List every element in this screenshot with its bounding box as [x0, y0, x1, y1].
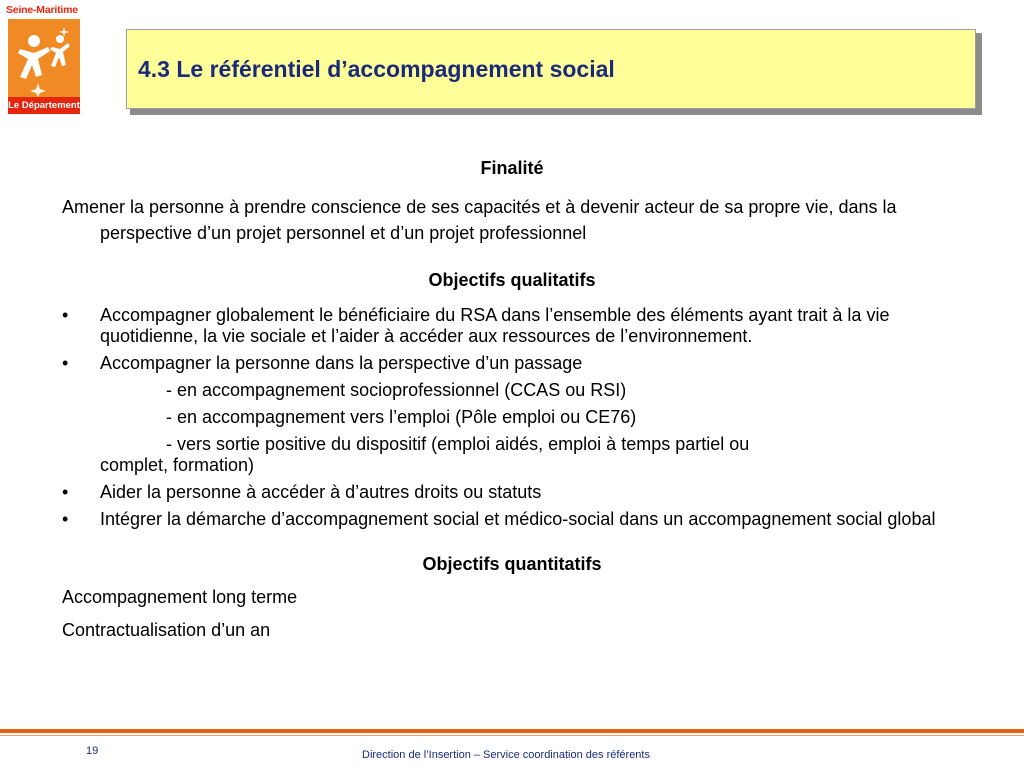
footer-divider: [0, 729, 1024, 733]
sub-item: - en accompagnement vers l’emploi (Pôle emploi ou CE76): [166, 407, 637, 427]
list-item: [62, 482, 962, 503]
quantitatifs-line: Accompagnement long terme: [62, 587, 298, 607]
finalite-heading: Finalité: [480, 158, 544, 178]
sub-item: - vers sortie positive du dispositif (emploi aidés, emploi à temps partiel ou: [166, 434, 750, 454]
slide-content: [62, 158, 962, 641]
logo-top-text: Seine-Maritime: [6, 4, 78, 16]
footer-divider-thin: [0, 735, 1024, 736]
slide-title: 4.3 Le référentiel d’accompagnement social: [138, 55, 615, 82]
bullet-icon: •: [62, 305, 69, 325]
logo-bottom-text: Le Département: [8, 97, 80, 114]
bullet-text: Accompagner globalement le bénéficiaire du RSA dans l’ensemble des éléments ayant trait à la vie quotidienne, la vie sociale et l’aider à accéder aux ressources de l’environnement.: [100, 305, 890, 346]
list-item: [62, 353, 962, 374]
seine-maritime-logo: [6, 4, 82, 112]
bullet-icon: •: [62, 509, 69, 529]
quantitatifs-line: Contractualisation d’un an: [62, 620, 271, 640]
logo-figures-icon: [8, 19, 80, 97]
title-banner: [126, 29, 976, 109]
sub-item-continuation: complet, formation): [100, 455, 255, 475]
list-item: [62, 509, 962, 530]
bullet-text: Aider la personne à accéder à d’autres droits ou statuts: [100, 482, 542, 502]
quantitatifs-heading: Objectifs quantitatifs: [422, 554, 602, 574]
bullet-text: Intégrer la démarche d’accompagnement social et médico-social dans un accompagnement social global: [100, 509, 936, 529]
qualitatifs-list: [62, 305, 962, 530]
footer-text: Direction de l’Insertion – Service coordination des référents: [362, 749, 650, 761]
sub-item: - en accompagnement socioprofessionnel (CCAS ou RSI): [166, 380, 627, 400]
page-number: 19: [86, 745, 99, 757]
bullet-icon: •: [62, 482, 69, 502]
list-item: [62, 305, 962, 347]
bullet-text: Accompagner la personne dans la perspective d’un passage: [100, 353, 583, 373]
logo-figures-svg: [8, 19, 80, 97]
finalite-text: Amener la personne à prendre conscience de ses capacités et à devenir acteur de sa propre vie, dans la perspective d’un projet personnel et d’un projet professionnel: [62, 197, 897, 243]
qualitatifs-heading: Objectifs qualitatifs: [428, 270, 596, 290]
bullet-icon: •: [62, 353, 69, 373]
